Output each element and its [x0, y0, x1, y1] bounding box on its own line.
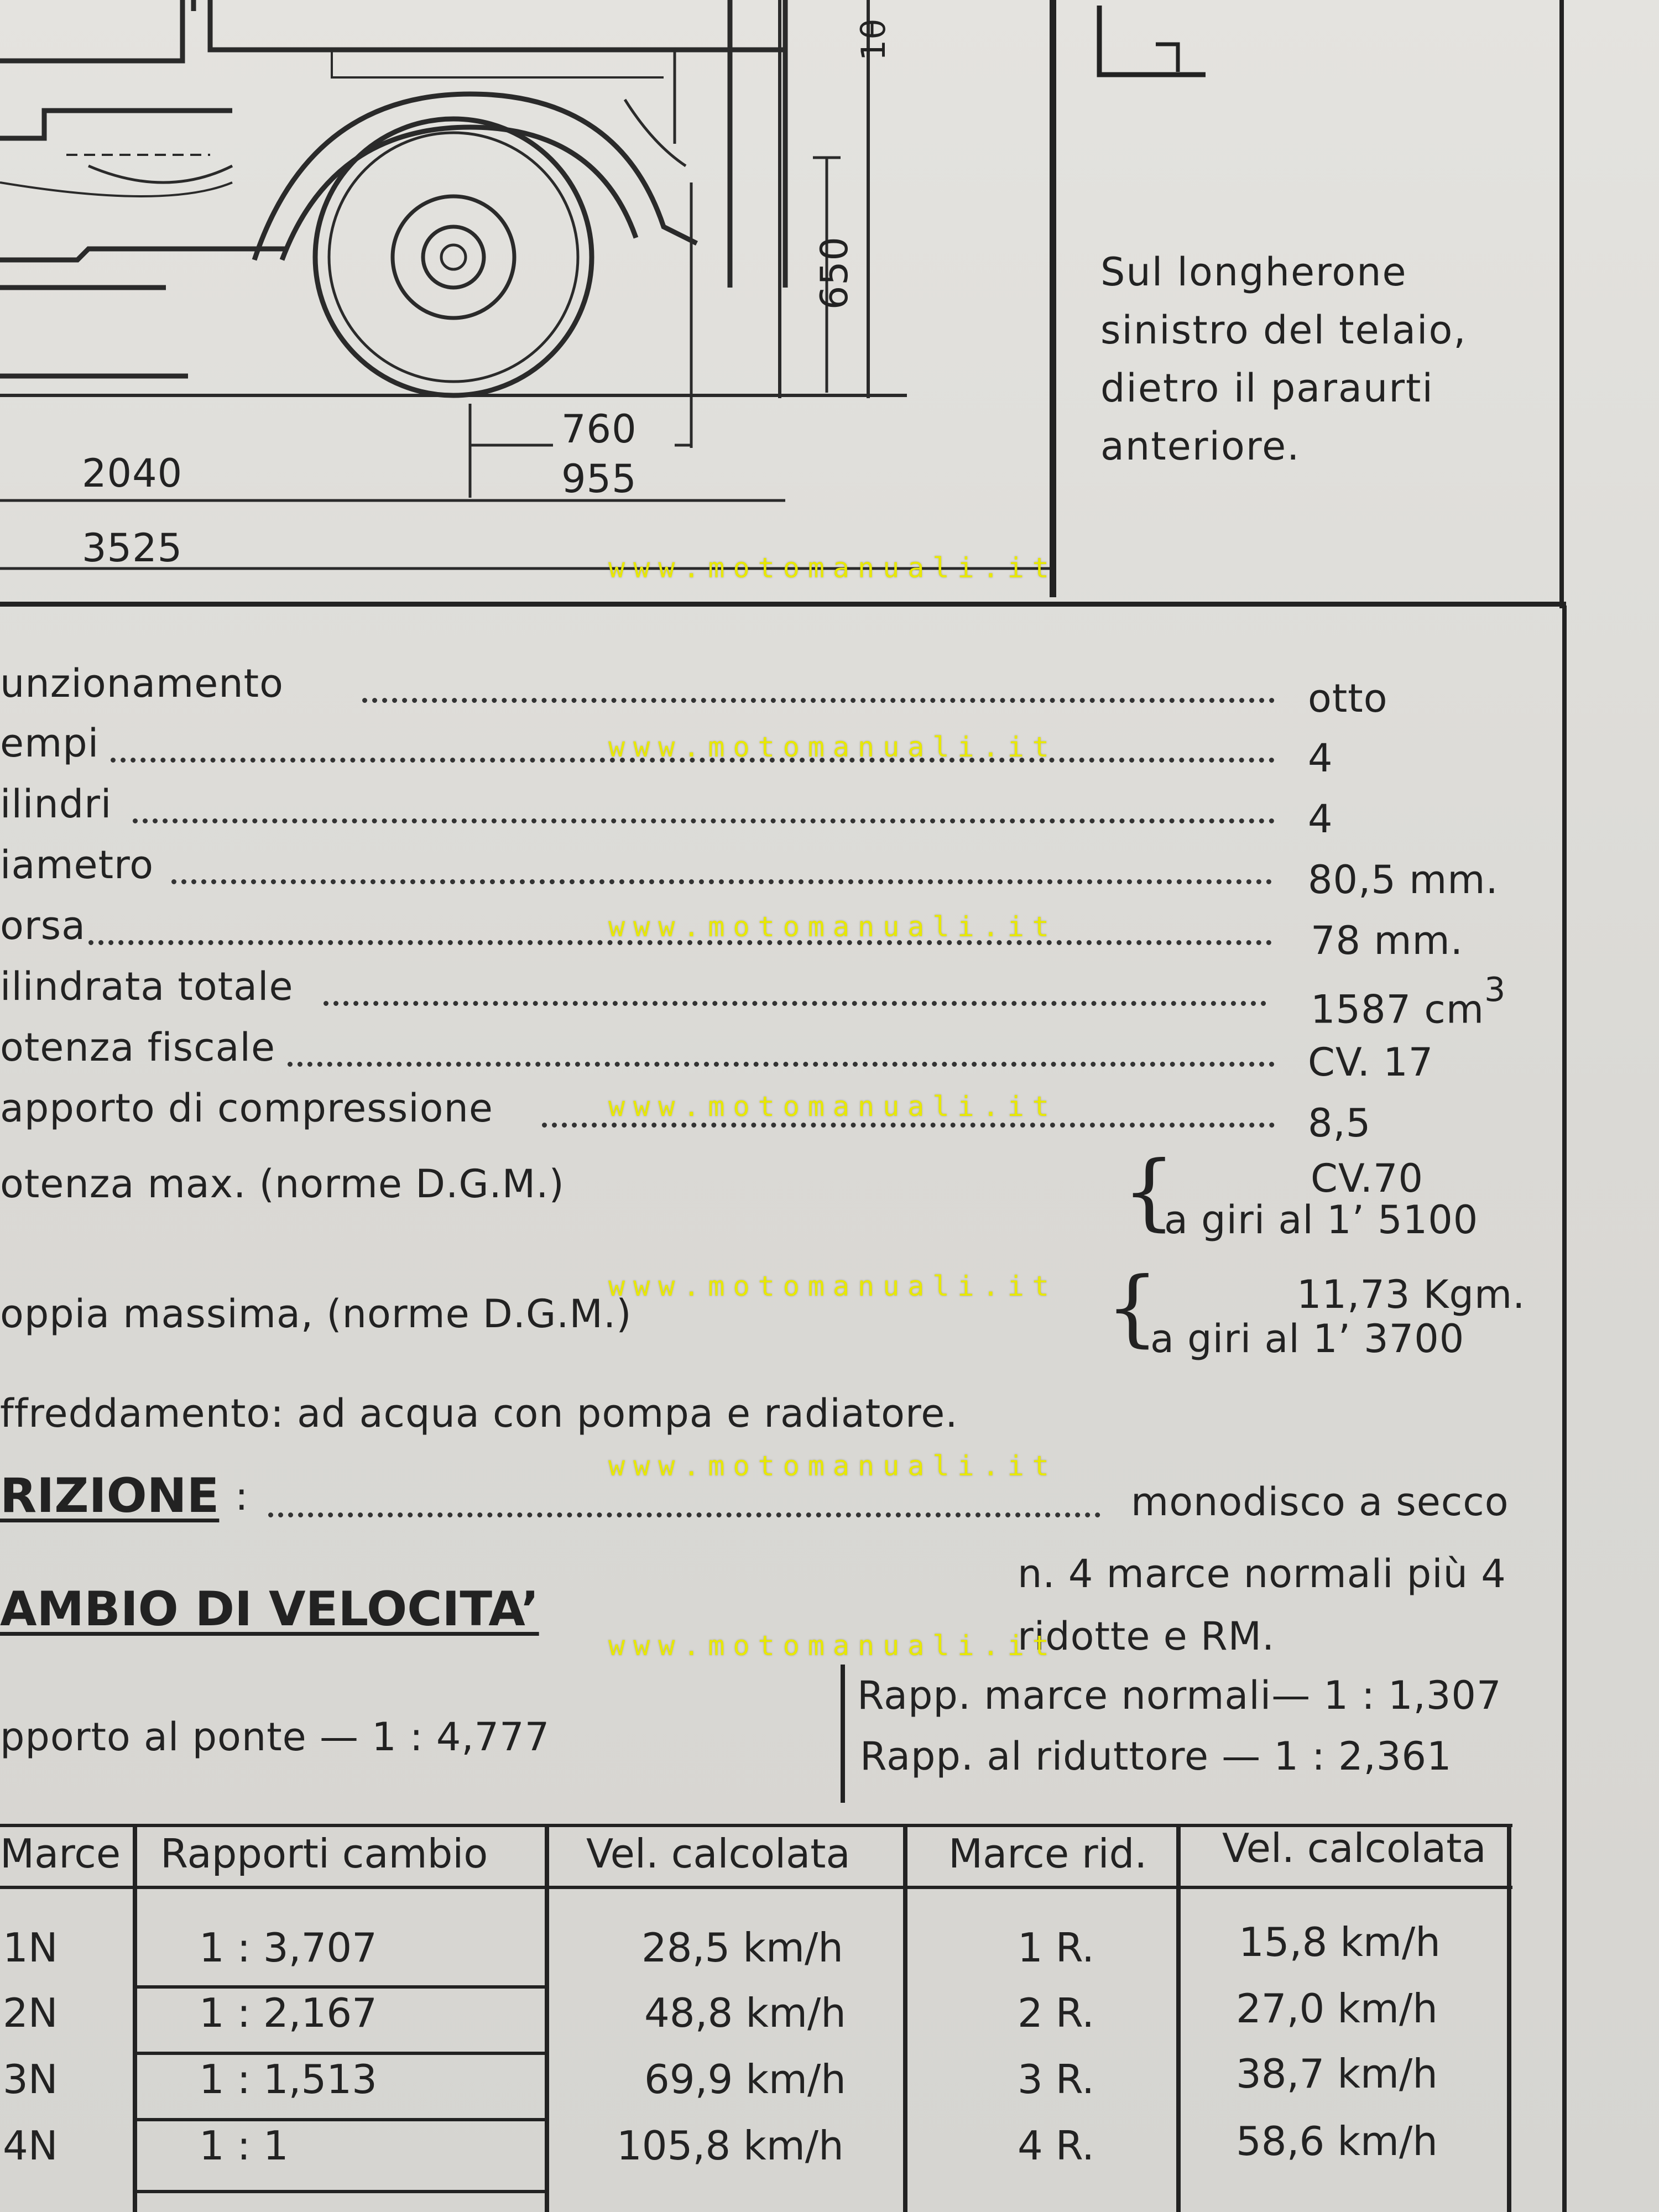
dimension-955: 955 [561, 456, 637, 502]
spec-value-rapporto-compressione: 8,5 [1308, 1100, 1371, 1146]
table-cell: 2N [3, 1990, 58, 2036]
row-rule [137, 1985, 549, 1989]
spec-label-cilindrata: ilindrata totale [0, 964, 294, 1009]
table-cell: 38,7 km/h [1236, 2051, 1438, 2097]
spec-value-funzionamento: otto [1308, 676, 1388, 721]
table-cell: 69,9 km/h [644, 2056, 846, 2103]
note-line-2: sinistro del telaio, [1100, 307, 1467, 353]
col-divider [1507, 1824, 1511, 2212]
table-cell: 15,8 km/h [1239, 1919, 1441, 1965]
corner-symbol [1095, 6, 1217, 83]
frizione-value: monodisco a secco [1131, 1479, 1509, 1525]
cubic-exponent: 3 [1484, 971, 1506, 1009]
spec-value-cilindri: 4 [1308, 796, 1333, 842]
right-border [1562, 606, 1567, 2212]
cilindrata-text: 1587 cm [1311, 987, 1485, 1032]
row-rule [137, 2190, 549, 2193]
spec-label-corsa: orsa [0, 903, 86, 948]
col-divider [545, 1824, 549, 2212]
dimension-3525: 3525 [82, 525, 183, 571]
spec-label-rapporto-compressione: apporto di compressione [0, 1086, 493, 1131]
table-cell: 1 : 1,513 [199, 2056, 377, 2103]
brace: { [1106, 1260, 1159, 1356]
table-header-marce-rid: Marce rid. [948, 1830, 1147, 1877]
dot-leader [542, 1123, 1275, 1128]
cambio-desc-1: n. 4 marce normali più 4 [1018, 1551, 1506, 1597]
location-note [1100, 243, 1467, 476]
table-cell: 1 : 2,167 [199, 1990, 377, 2036]
coppia-max-rpm: a giri al 1’ 3700 [1150, 1316, 1465, 1361]
dot-leader [133, 818, 1275, 823]
spec-label-potenza-fiscale: otenza fiscale [0, 1025, 276, 1070]
brace: { [1123, 1144, 1176, 1240]
dot-leader [268, 1512, 1100, 1517]
cambio-heading: AMBIO DI VELOCITA’ [0, 1582, 539, 1637]
vertical-divider [1050, 0, 1056, 597]
frizione-colon: : [235, 1474, 249, 1519]
spec-label-cilindri: ilindri [0, 781, 112, 827]
rapporto-ponte: pporto al ponte — 1 : 4,777 [0, 1714, 550, 1760]
watermark: www.motomanuali.it [608, 911, 1057, 943]
watermark: www.motomanuali.it [608, 552, 1057, 584]
dimension-2040: 2040 [82, 451, 183, 496]
bracket-line [841, 1665, 845, 1803]
watermark: www.motomanuali.it [608, 1270, 1057, 1302]
table-cell: 27,0 km/h [1236, 1985, 1438, 2032]
spec-label-funzionamento: unzionamento [0, 661, 284, 706]
table-cell: 1N [3, 1924, 58, 1971]
potenza-max-rpm: a giri al 1’ 5100 [1164, 1197, 1479, 1243]
table-header-vel: Vel. calcolata [586, 1830, 851, 1877]
spec-value-potenza-fiscale: CV. 17 [1308, 1040, 1434, 1085]
spec-value-corsa: 78 mm. [1311, 918, 1463, 963]
table-cell: 3 R. [1018, 2056, 1095, 2103]
table-cell: 1 : 3,707 [199, 1924, 377, 1971]
raffreddamento-text: ffreddamento: ad acqua con pompa e radiatore. [0, 1391, 958, 1436]
coppia-max-value: 11,73 Kgm. [1297, 1272, 1526, 1317]
watermark: www.motomanuali.it [608, 1630, 1057, 1662]
table-header-rule [0, 1886, 1512, 1889]
note-line-3: dietro il paraurti [1100, 366, 1434, 411]
rapp-marce-normali: Rapp. marce normali— 1 : 1,307 [857, 1673, 1502, 1718]
table-cell: 1 : 1 [199, 2122, 289, 2169]
spec-value-diametro: 80,5 mm. [1308, 857, 1499, 902]
table-cell: 1 R. [1018, 1924, 1095, 1971]
horizontal-divider [0, 602, 1566, 607]
spec-value-cilindrata [1311, 971, 1506, 1032]
frizione-heading: RIZIONE [0, 1468, 220, 1524]
row-rule [137, 2118, 549, 2121]
dot-leader [171, 879, 1272, 884]
dot-leader [362, 698, 1275, 703]
table-header-vel-rid: Vel. calcolata [1222, 1825, 1486, 1871]
spec-value-tempi: 4 [1308, 735, 1333, 781]
col-divider [133, 1824, 137, 2212]
table-cell: 4 R. [1018, 2122, 1095, 2169]
table-header-rapporti: Rapporti cambio [160, 1830, 488, 1877]
dot-leader [288, 1062, 1275, 1067]
table-cell: 3N [3, 2056, 58, 2103]
dimension-top: 1θ [854, 18, 893, 61]
watermark: www.motomanuali.it [608, 1091, 1057, 1123]
note-line-1: Sul longherone [1100, 249, 1407, 295]
dimension-760: 760 [561, 406, 637, 452]
spec-label-diametro: iametro [0, 842, 154, 888]
right-border-top [1559, 0, 1564, 608]
table-cell: 4N [3, 2122, 58, 2169]
potenza-max-label: otenza max. (norme D.G.M.) [0, 1161, 565, 1207]
col-divider [903, 1824, 907, 2212]
dot-leader [324, 1001, 1266, 1006]
table-cell: 28,5 km/h [641, 1924, 843, 1971]
row-rule [137, 2052, 549, 2055]
table-cell: 48,8 km/h [644, 1990, 846, 2036]
watermark: www.motomanuali.it [608, 1450, 1057, 1482]
watermark: www.motomanuali.it [608, 731, 1057, 763]
vehicle-technical-drawing [0, 0, 1067, 603]
dimension-650: 650 [813, 236, 857, 310]
table-header-marce: Marce [0, 1830, 121, 1877]
coppia-max-label: oppia massima, (norme D.G.M.) [0, 1291, 632, 1337]
spec-label-tempi: empi [0, 721, 100, 766]
potenza-max-value: CV.70 [1311, 1156, 1424, 1201]
note-line-4: anteriore. [1100, 424, 1301, 469]
table-cell: 58,6 km/h [1236, 2118, 1438, 2164]
col-divider [1176, 1824, 1181, 2212]
table-cell: 2 R. [1018, 1990, 1095, 2036]
table-cell: 105,8 km/h [617, 2122, 844, 2169]
rapp-riduttore: Rapp. al riduttore — 1 : 2,361 [860, 1734, 1452, 1779]
cambio-desc-2: ridotte e RM. [1018, 1614, 1275, 1659]
